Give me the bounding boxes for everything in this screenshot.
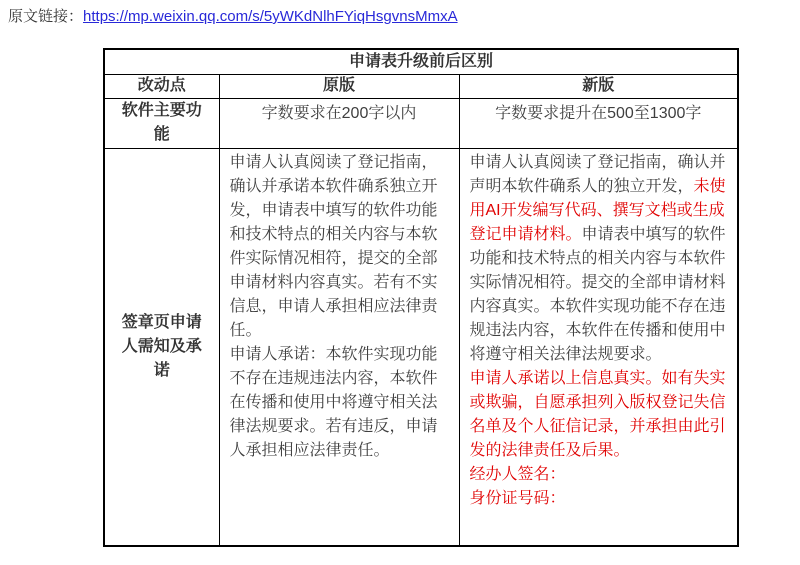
source-link[interactable]: https://mp.weixin.qq.com/s/5yWKdNlhFYiqHsgvnsMmxA [83,8,458,25]
table-row-signature-notice [104,148,738,546]
table-header-row [104,74,738,98]
body-text: 申请人认真阅读了登记指南，确认并承诺本软件确系独立开发，申请表中填写的软件功能和技术特点的相关内容与本软件实际情况相符，提交的全部申请材料内容真实。若有不实信息，申请人承担相应法律责任。 [229,153,438,339]
comparison-table [103,48,739,547]
highlighted-red-text: 身份证号码： [469,489,566,507]
source-label: 原文链接： [8,8,84,25]
table-row-main-function [104,98,738,148]
table-title: 申请表升级前后区别 [104,49,738,74]
column-header-new-version: 新版 [459,74,738,98]
signature-notice-new-text [459,148,738,546]
body-text: 申请人承诺：本软件实现功能不存在违规违法内容，本软件在传播和使用中将遵守相关法律法规要求。若有违反，申请人承担相应法律责任。 [229,345,438,459]
row-label-main-function: 软件主要功能 [104,98,219,148]
column-header-original: 原版 [219,74,459,98]
highlighted-red-text: 经办人签名： [469,465,566,483]
highlighted-red-text: 申请人承诺以上信息真实。如有失实或欺骗，自愿承担列入版权登记失信名单及个人征信记录，并承担由此引发的法律责任及后果。 [469,369,726,459]
highlighted-red-text: 未使用AI开发编写代码、撰写文档或生成登记申请材料。 [469,177,726,243]
column-header-change-point: 改动点 [104,74,219,98]
signature-notice-original-text [219,148,459,546]
row-label-signature-notice: 签章页申请人需知及承诺 [104,148,219,546]
body-text: 申请人认真阅读了登记指南，确认并声明本软件确系人的独立开发， [469,153,726,195]
source-line [8,7,458,27]
table-title-row [104,49,738,74]
main-function-new-value: 字数要求提升在500至1300字 [459,98,738,148]
main-function-original-value: 字数要求在200字以内 [219,98,459,148]
body-text: 申请表中填写的软件功能和技术特点的相关内容与本软件实际情况相符。提交的全部申请材料内容真实。本软件实现功能不存在违规违法内容，本软件在传播和使用中将遵守相关法律法规要求。 [469,225,726,363]
